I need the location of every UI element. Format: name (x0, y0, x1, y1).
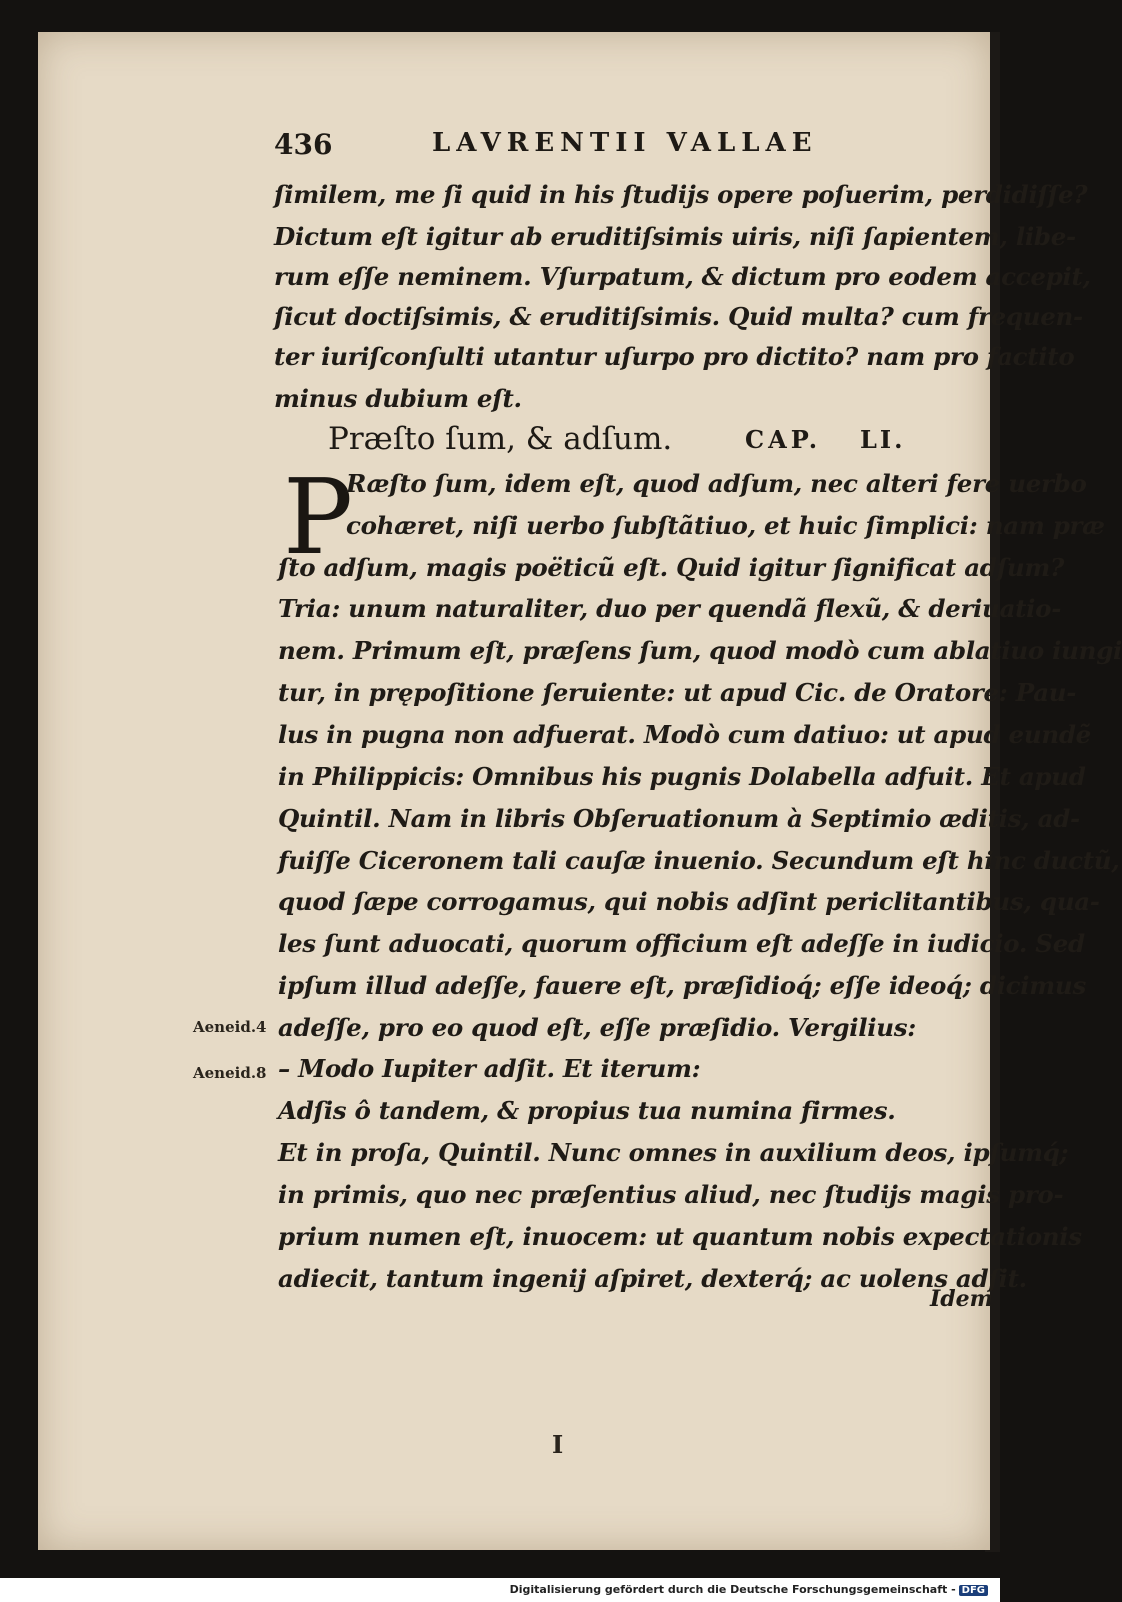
margin-note: Aeneid.8 (193, 1064, 267, 1082)
chapter-label: CAP. (745, 425, 822, 454)
credit-text: Digitalisierung gefördert durch die Deutsche Forschungsgemeinschaft - (509, 1583, 956, 1596)
dfg-credit (510, 1583, 988, 1596)
book-page (38, 32, 990, 1550)
drop-cap: P (283, 456, 353, 578)
page-header (0, 128, 1000, 168)
signature-mark: I (552, 1430, 564, 1459)
chapter-title: Præſto ſum, & adſum. (328, 421, 673, 457)
chapter-number: LI. (860, 425, 906, 454)
catchword: Idem (930, 1286, 993, 1312)
running-title: LAVRENTII VALLAE (432, 128, 818, 158)
dfg-logo: DFG (959, 1585, 988, 1596)
margin-note: Aeneid.4 (193, 1018, 267, 1036)
chapter-heading (0, 421, 1000, 465)
page-number: 436 (274, 128, 333, 161)
